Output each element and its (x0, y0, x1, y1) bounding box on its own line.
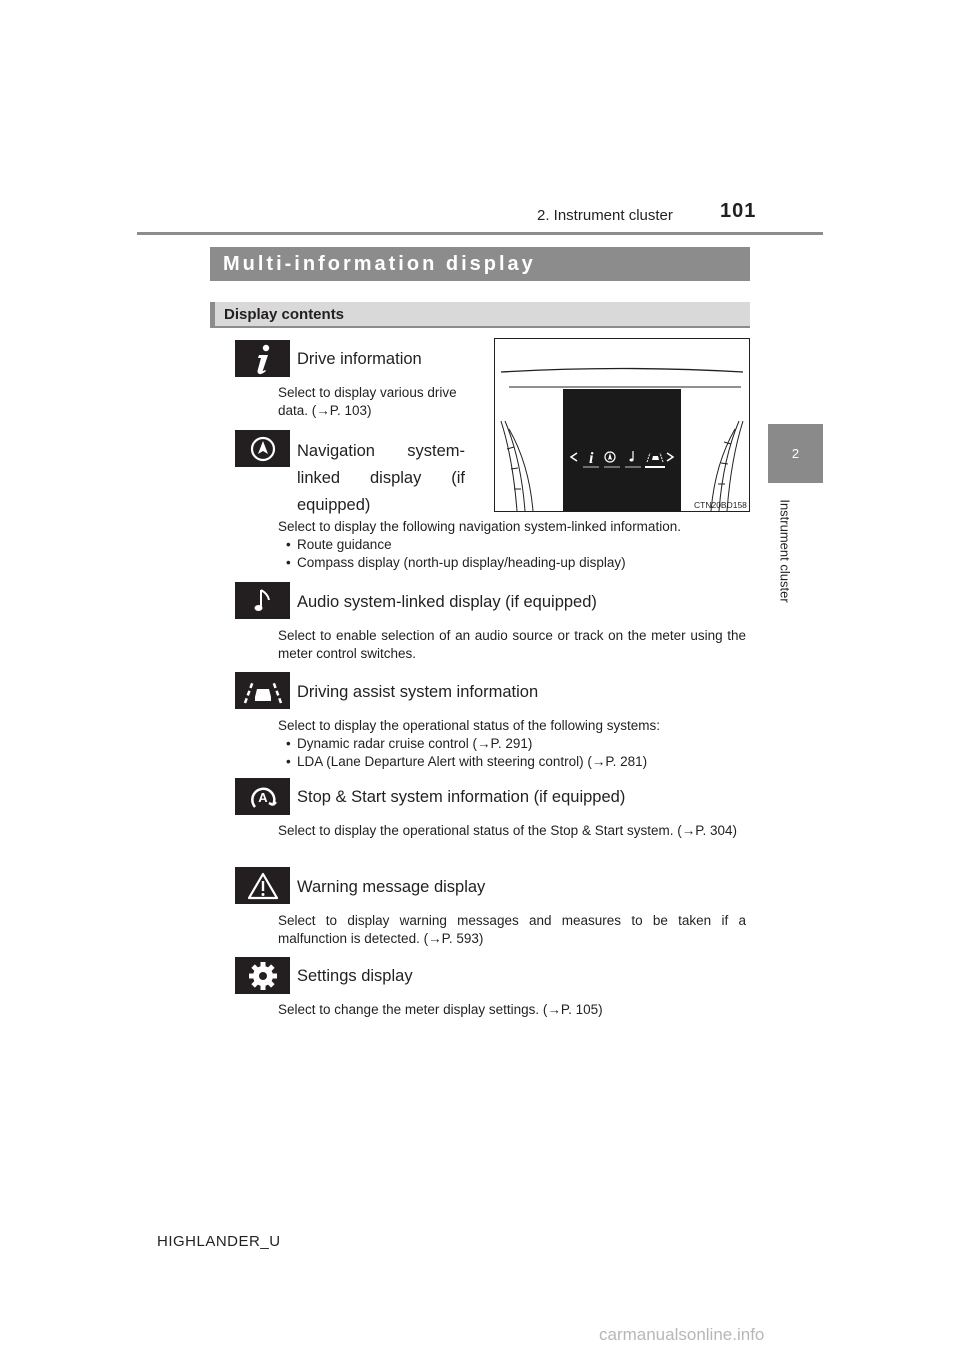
item-heading: Stop & Start system information (if equipped) (297, 788, 626, 806)
music-note-icon (235, 582, 290, 619)
section-title: Multi-information display (210, 247, 750, 281)
instrument-cluster-illustration (494, 338, 750, 512)
item-heading: Navigation system-linked display (if equipped) (297, 442, 465, 514)
watermark: carmanualsonline.info (599, 1325, 765, 1344)
svg-text:A: A (257, 789, 268, 805)
list-item: • Compass display (north-up display/heading-up display) (278, 554, 748, 572)
list-item: • LDA (Lane Departure Alert with steering control) (→P. 281) (278, 753, 748, 771)
chapter-tab: 2 (768, 424, 823, 483)
item-description: Select to display the operational status of the following systems: • Dynamic radar cruise control (→P. 291) • LDA (Lane Departure Alert with steering control) (→P. 281) (278, 717, 748, 771)
info-icon (235, 340, 290, 377)
item-description: Select to display the following navigation system-linked information. • Route guidance • Compass display (north-up display/heading-up display) (278, 518, 748, 572)
warning-icon (235, 867, 290, 904)
svg-text:i: i (589, 450, 594, 467)
chapter-tab-label: Instrument cluster (777, 498, 793, 603)
item-description: Select to change the meter display settings. (→P. 105) (278, 1002, 603, 1017)
list-item: • Dynamic radar cruise control (→P. 291) (278, 735, 748, 753)
driving-assist-icon (235, 672, 290, 709)
subsection-title: Display contents (210, 302, 750, 328)
figure-id: CTN20BD158 (694, 500, 747, 510)
footer-model-code: HIGHLANDER_U (157, 1233, 281, 1250)
list-item: • Route guidance (278, 536, 748, 554)
stop-start-icon (235, 778, 290, 815)
navigation-icon (235, 430, 290, 467)
header-rule (137, 232, 823, 235)
item-description: Select to display the operational status of the Stop & Start system. (→P. 304) (278, 823, 737, 838)
item-heading: Drive information (297, 350, 422, 368)
item-heading: Driving assist system information (297, 683, 539, 701)
item-heading: Settings display (297, 967, 413, 985)
item-heading: Audio system-linked display (if equipped) (297, 593, 597, 611)
item-heading: Warning message display (297, 878, 486, 896)
running-header-section: 2. Instrument cluster (537, 207, 673, 224)
page-number: 101 (720, 200, 757, 222)
item-description: Select to enable selection of an audio source or track on the meter using the meter control switches. (278, 628, 746, 661)
gear-icon (235, 957, 290, 994)
item-description: Select to display various drive data. (→P. 103) (278, 385, 457, 418)
item-description: Select to display warning messages and measures to be taken if a malfunction is detected. (→P. 593) (278, 913, 746, 946)
